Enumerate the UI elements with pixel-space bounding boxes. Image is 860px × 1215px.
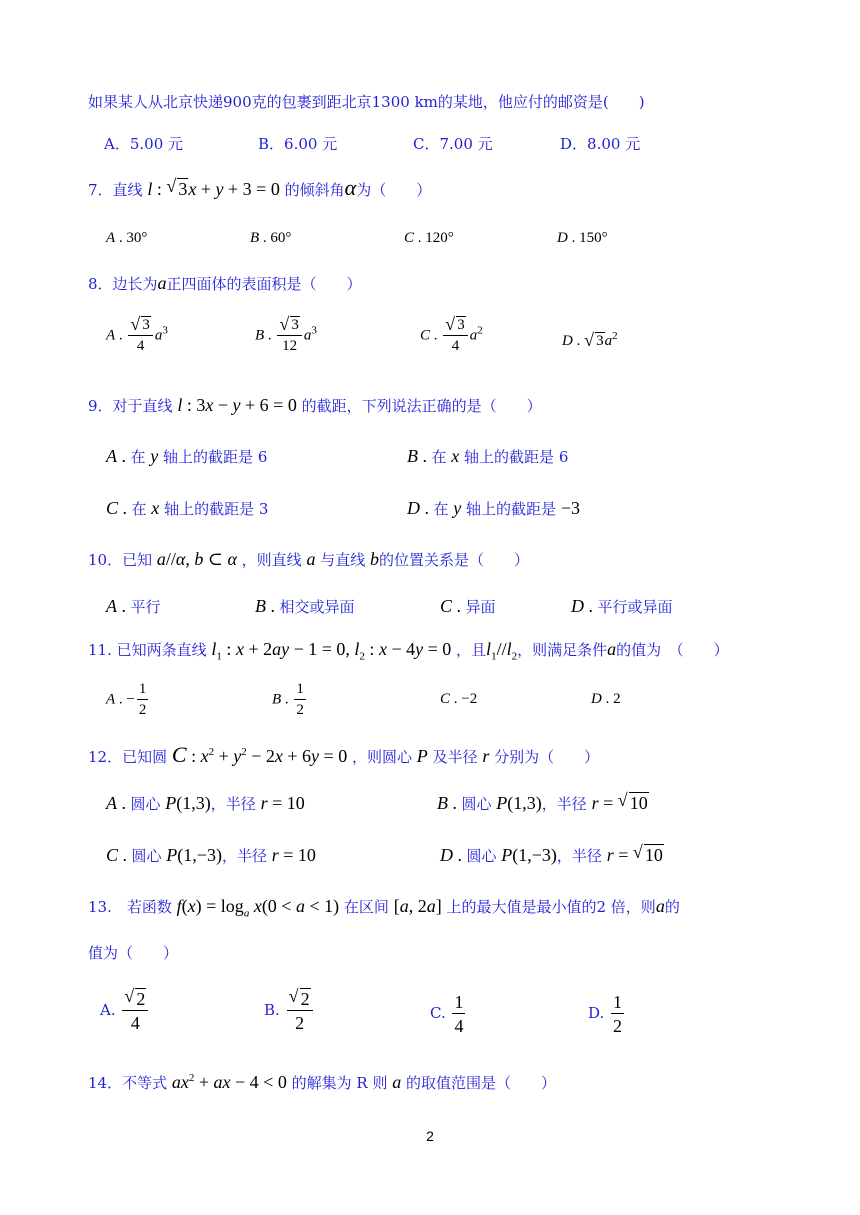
- q6-option-c: C．7.00 元: [413, 135, 493, 153]
- question-10-stem: 10．已知 a//α, b ⊂ α ，则直线 a 与直线 b的位置关系是（ ）: [88, 549, 530, 569]
- question-13-stem-line2: 值为（ ）: [88, 944, 179, 962]
- q8-option-b: B . √ 3 12 $a^3$: [255, 314, 317, 354]
- q12-option-d: D . 圆心 P(1,−3)，半径 r = √ 10: [440, 842, 663, 865]
- q13-option-c: C. $\frac{1}{4}$: [430, 992, 464, 1036]
- q8-option-c: C . √ 3 4 $a^2$: [420, 314, 483, 354]
- question-6-stem: 如果某人从北京快递900克的包裹到距北京1300 km的某地，他应付的邮资是( ): [88, 93, 645, 111]
- q10-option-d: D . 平行或异面: [571, 596, 673, 616]
- q7-option-c: C . 120°: [404, 230, 454, 246]
- q9-option-d: D . 在 y 轴上的截距是 −3: [407, 498, 580, 518]
- q10-option-a: A . 平行: [106, 596, 161, 616]
- q7-option-a: A . 30°: [106, 230, 148, 246]
- q9-option-c: C . 在 x 轴上的截距是 3: [106, 498, 269, 518]
- page-number: 2: [426, 1128, 434, 1144]
- q12-option-b: B . 圆心 P(1,3)，半径 r = √ 10: [437, 790, 648, 813]
- q12-option-c: C . 圆心 P(1,−3)，半径 r = 10: [106, 845, 316, 865]
- question-12-stem: 12．已知圆 C : $x^2 + y^2 - 2x + 6y = 0$ ，则圆心 P 及半径 r 分别为（ ）: [88, 742, 600, 767]
- q9-option-b: B . 在 x 轴上的截距是 6: [407, 446, 569, 466]
- q9-option-a: A . 在 y 轴上的截距是 6: [106, 446, 268, 466]
- q8-option-d: D . √ $3a^2$: [562, 330, 618, 350]
- q11-option-b: B . $\frac{1}{2}$: [272, 681, 304, 718]
- question-9-stem: 9．对于直线 l : 3x − y + 6 = 0 的截距，下列说法正确的是（ ）: [88, 395, 542, 415]
- q10-option-c: C . 异面: [440, 596, 496, 616]
- question-11-stem: 11. 已知两条直线 $l_1$ : x + 2ay − 1 = 0, $l_2$ : x − 4y = 0 ，且$l_1//l_2$，则满足条件a的值为 （ ）: [88, 639, 729, 663]
- q6-option-a: A．5.00 元: [104, 135, 183, 153]
- q13-option-d: D. $\frac{1}{2}$: [588, 992, 623, 1036]
- q7-option-b: B . 60°: [250, 230, 292, 246]
- q13-option-b: B. √ 2 2: [264, 990, 315, 1032]
- question-14-stem: 14．不等式 $ax^2$ + ax − 4 < 0 的解集为 R 则 a 的取值范围是（ ）: [88, 1072, 557, 1092]
- q11-option-c: C . −2: [440, 691, 478, 707]
- q12-option-a: A . 圆心 P(1,3)，半径 r = 10: [106, 793, 305, 813]
- q7-equation: l : √ 3x + y + 3 = 0: [147, 176, 280, 199]
- q11-option-d: D . 2: [591, 691, 621, 707]
- q10-option-b: B . 相交或异面: [255, 596, 355, 616]
- question-7-stem: 7．直线 l : √ 3x + y + 3 = 0 的倾斜角α为（ ）: [88, 175, 432, 200]
- q6-option-b: B．6.00 元: [258, 135, 338, 153]
- q8-option-a: A . √ 3 4 $a^3$: [106, 314, 168, 354]
- question-8-stem: 8．边长为a正四面体的表面积是（ ）: [88, 273, 362, 293]
- q13-option-a: A. √ 2 4: [100, 990, 150, 1032]
- q7-option-d: D . 150°: [557, 230, 608, 246]
- q6-option-d: D．8.00 元: [560, 135, 641, 153]
- q11-option-a: A . − $\frac{1}{2}$: [106, 681, 147, 718]
- question-13-stem: 13. 若函数 $f(x) = \log_a x(0 < a < 1)$ 在区间 [a, 2a] 上的最大值是最小值的2 倍，则a的: [88, 896, 680, 920]
